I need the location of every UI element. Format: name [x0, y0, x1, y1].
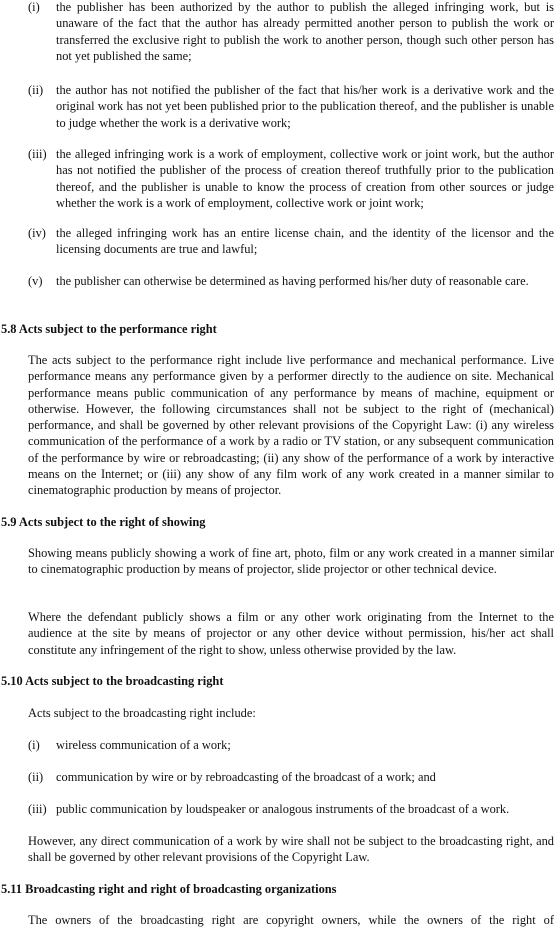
list-item-text: wireless communication of a work;: [56, 738, 231, 752]
section-paragraph: Showing means publicly showing a work of fine art, photo, film or any work created in a manner similar to cinematographic production by means of projector, slide projector or other technical device.: [28, 546, 554, 577]
list-item-text: the publisher has been authorized by the author to publish the alleged infringing work, but is unaware of the fact that the author has already permitted another person to publish the work or transferred the exclusive right to publish the work to another person, though such other person has not yet published the same;: [56, 0, 554, 63]
list-item-number: (i): [28, 738, 40, 752]
section-heading: 5.9 Acts subject to the right of showing: [1, 515, 206, 529]
list-item-text: the publisher can otherwise be determined as having performed his/her duty of reasonable care.: [56, 274, 529, 288]
section-paragraph: The acts subject to the performance right include live performance and mechanical performance. Live performance means any performance given by a performer directly to the audience on site. Mechanical performance means public communication of any performance by means of machine, equipment or otherwise. However, the following circumstances shall not be subject to the right of (mechanical) performance, and shall be governed by other relevant provisions of the Copyright Law: (i) any wireless communication of the performance of a work by a radio or TV station, or any subsequent communication of the performance by wire or rebroadcasting; (ii) any show of the performance of a work by interactive means on the Internet; or (iii) any show of any film work of any work created in a manner similar to cinematographic production by means of projector.: [28, 353, 554, 498]
list-item-number: (v): [28, 274, 43, 288]
list-item-text: public communication by loudspeaker or analogous instruments of the broadcast of a work.: [56, 802, 510, 816]
list-item-text: the alleged infringing work has an entire license chain, and the identity of the licensor and the licensing documents are true and lawful;: [56, 226, 554, 257]
list-item-number: (i): [28, 0, 40, 14]
list-item-number: (iii): [28, 147, 47, 161]
list-item-text: the author has not notified the publisher of the fact that his/her work is a derivative work and the original work has not yet been published prior to the publication thereof, and the publisher is unable to judge whether the work is a derivative work;: [56, 83, 554, 130]
section-paragraph: Where the defendant publicly shows a film or any other work originating from the Internet to the audience at the site by means of projector or any other device without permission, his/her act shall constitute any infringement of the right to show, unless otherwise provided by the law.: [28, 610, 554, 657]
list-item-number: (iv): [28, 226, 46, 240]
section-paragraph: The owners of the broadcasting right are copyright owners, while the owners of the right of: [28, 913, 554, 927]
section-intro: Acts subject to the broadcasting right include:: [28, 706, 256, 720]
list-item-text: communication by wire or by rebroadcasting of the broadcast of a work; and: [56, 770, 436, 784]
section-heading: 5.10 Acts subject to the broadcasting right: [1, 674, 224, 688]
list-item-number: (iii): [28, 802, 47, 816]
section-heading: 5.8 Acts subject to the performance right: [1, 322, 217, 336]
list-item-number: (ii): [28, 83, 44, 97]
section-heading: 5.11 Broadcasting right and right of broadcasting organizations: [1, 882, 337, 896]
list-item-number: (ii): [28, 770, 44, 784]
list-item-text: the alleged infringing work is a work of employment, collective work or joint work, but the author has not notified the publisher of the process of creation thereof truthfully prior to the publication thereof, and the publisher is unable to know the process of creation from other sources or judge whether the work is a work of employment, collective work or joint work;: [56, 147, 554, 210]
section-paragraph: However, any direct communication of a work by wire shall not be subject to the broadcasting right, and shall be governed by other relevant provisions of the Copyright Law.: [28, 834, 554, 865]
